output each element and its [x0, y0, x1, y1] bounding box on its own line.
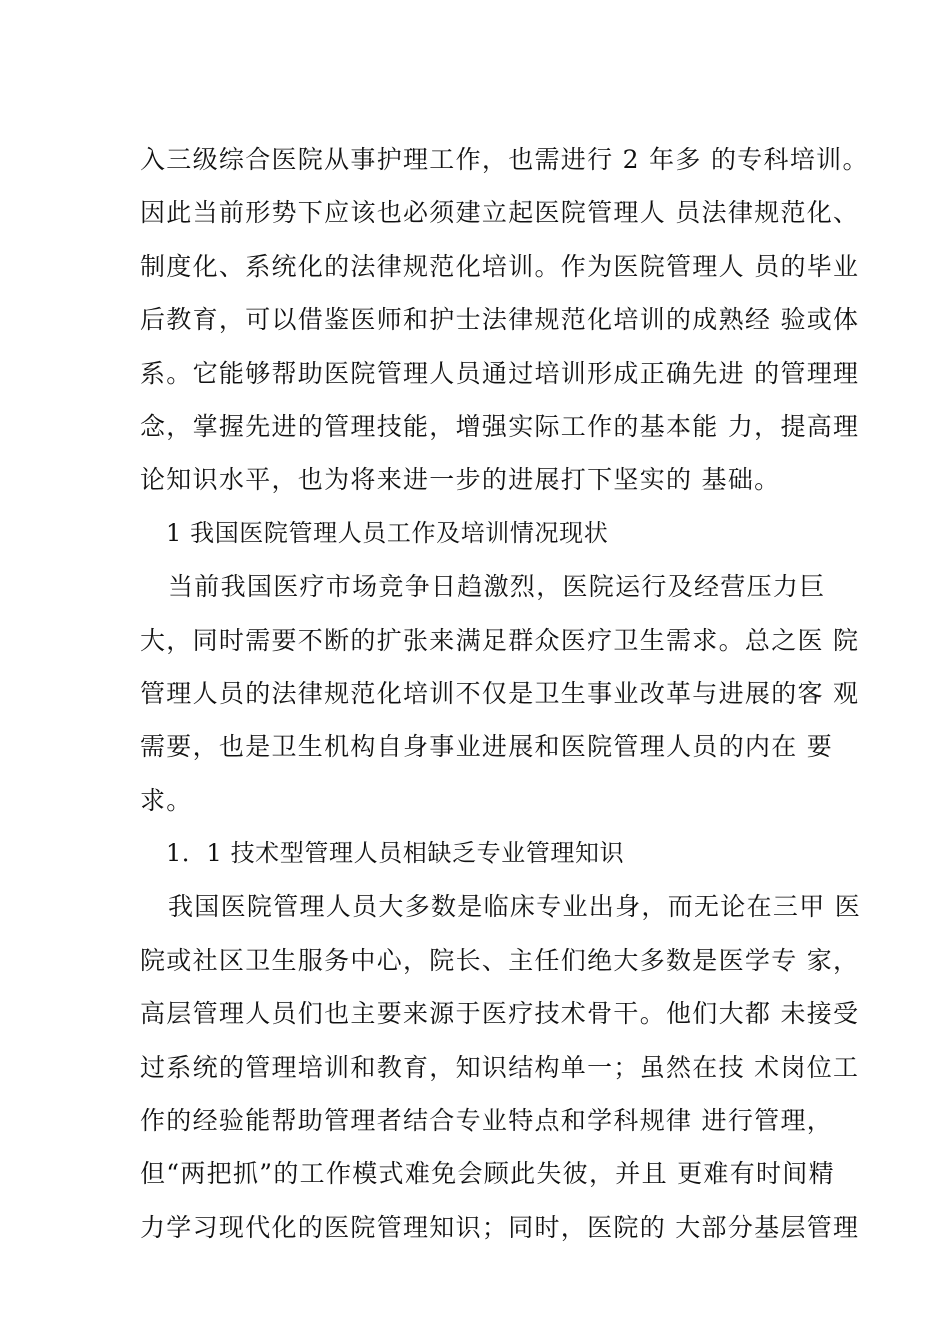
text-line: 论知识水平，也为将来进一步的进展打下坚实的 基础。 [140, 465, 781, 495]
text-line: 求。 [140, 785, 193, 815]
text-line: 作的经验能帮助管理者结合专业特点和学科规律 进行管理， [140, 1106, 834, 1136]
text-line: 管理人员的法律规范化培训不仅是卫生事业改革与进展的客 观 [140, 678, 860, 708]
text-line: 大，同时需要不断的扩张来满足群众医疗卫生需求。总之医 院 [140, 625, 860, 655]
subsection-heading: 1．1 技术型管理人员相缺乏专业管理知识 [166, 839, 625, 868]
text-line: 制度化、系统化的法律规范化培训。作为医院管理人 员的毕业 [140, 251, 860, 281]
text-line: 需要，也是卫生机构自身事业进展和医院管理人员的内在 要 [140, 732, 834, 762]
text-line: 当前我国医疗市场竞争日趋激烈，医院运行及经营压力巨 [168, 572, 826, 602]
text-line: 我国医院管理人员大多数是临床专业出身，而无论在三甲 医 [168, 892, 862, 922]
text-line: 入三级综合医院从事护理工作，也需进行 2 年多 的专科培训。 [140, 145, 869, 174]
text-line: 系。它能够帮助医院管理人员通过培训形成正确先进 的管理理 [140, 358, 860, 388]
text-line: 但“两把抓”的工作模式难免会顾此失彼，并且 更难有时间精 [140, 1159, 835, 1189]
text-line: 因此当前形势下应该也必须建立起医院管理人 员法律规范化、 [140, 198, 860, 228]
section-heading: 1 我国医院管理人员工作及培训情况现状 [166, 518, 609, 547]
body-text [140, 133, 869, 1254]
text-line: 过系统的管理培训和教育，知识结构单一；虽然在技 术岗位工 [140, 1052, 860, 1082]
text-line: 院或社区卫生服务中心，院长、主任们绝大多数是医学专 家， [140, 945, 860, 975]
text-line: 力学习现代化的医院管理知识；同时，医院的 大部分基层管理 [140, 1212, 860, 1242]
text-line: 高层管理人员们也主要来源于医疗技术骨干。他们大都 未接受 [140, 999, 860, 1029]
text-line: 念，掌握先进的管理技能，增强实际工作的基本能 力，提高理 [140, 411, 860, 441]
text-line: 后教育，可以借鉴医师和护士法律规范化培训的成熟经 验或体 [140, 305, 860, 335]
